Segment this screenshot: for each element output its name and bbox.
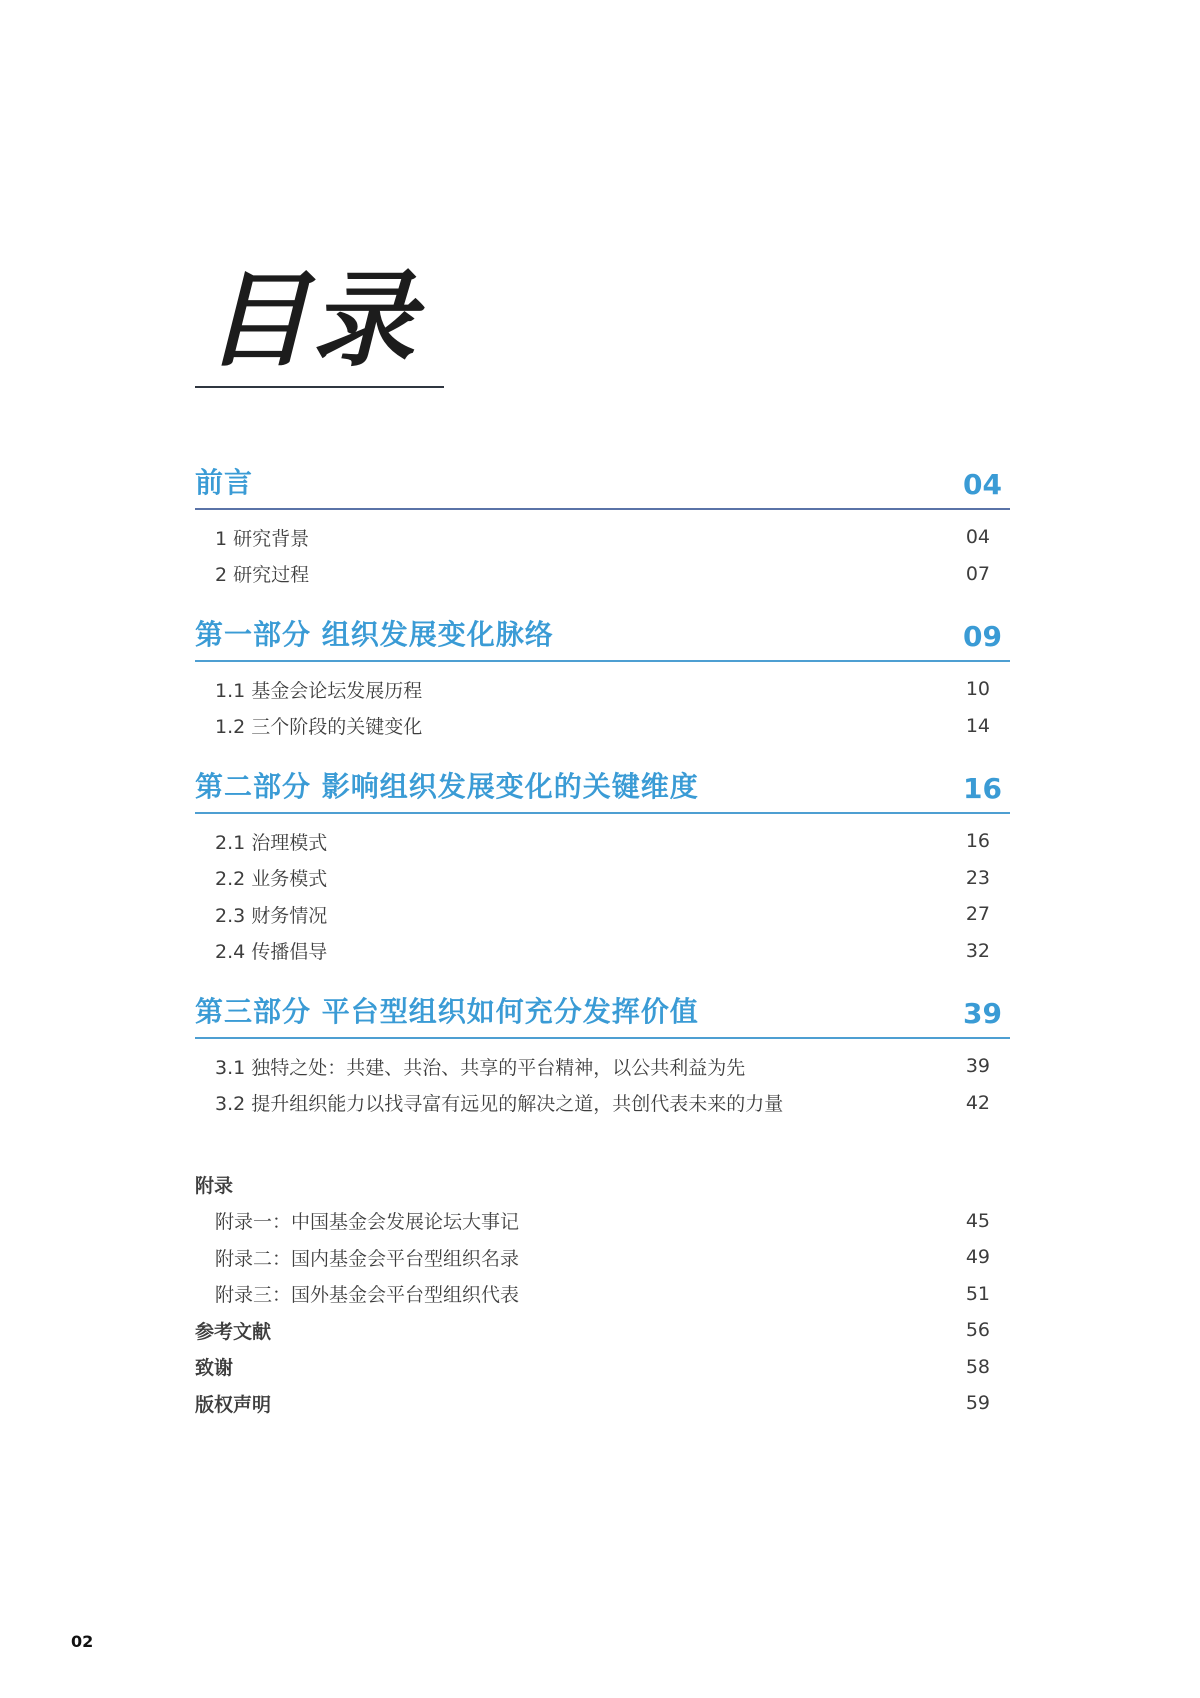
entry-label[interactable]: 2.4 传播倡导 xyxy=(215,941,328,964)
section-page-number: 04 xyxy=(963,468,1002,501)
entry-label[interactable]: 1 研究背景 xyxy=(215,527,310,550)
section-page-number: 16 xyxy=(963,772,1002,805)
toc-entry[interactable] xyxy=(195,860,1010,897)
toc-entry[interactable] xyxy=(195,556,1010,593)
entry-label[interactable]: 致谢 xyxy=(195,1357,234,1380)
section-title[interactable]: 第三部分 平台型组织如何充分发挥价值 xyxy=(195,995,699,1028)
toc-section-part-two[interactable] xyxy=(195,766,1010,969)
toc-entry[interactable] xyxy=(195,1048,1010,1085)
section-header[interactable] xyxy=(195,614,1010,662)
section-page-number: 09 xyxy=(963,620,1002,653)
section-header[interactable] xyxy=(195,766,1010,814)
entry-page-number: 51 xyxy=(965,1282,990,1305)
entry-page-number: 45 xyxy=(965,1209,990,1232)
entry-page-number: 42 xyxy=(965,1091,990,1114)
entry-label[interactable]: 1.2 三个阶段的关键变化 xyxy=(215,716,423,739)
entry-label[interactable]: 2.1 治理模式 xyxy=(215,831,328,854)
toc-entry[interactable] xyxy=(195,708,1010,745)
entry-page-number: 07 xyxy=(965,562,990,585)
toc-entry[interactable] xyxy=(195,519,1010,556)
entry-label[interactable]: 附录一：中国基金会发展论坛大事记 xyxy=(215,1211,520,1234)
entry-label[interactable]: 3.1 独特之处：共建、共治、共享的平台精神，以公共利益为先 xyxy=(215,1056,746,1079)
entry-label[interactable]: 2.2 业务模式 xyxy=(215,868,328,891)
toc-section-preface[interactable] xyxy=(195,462,1010,592)
toc-entry[interactable] xyxy=(195,671,1010,708)
entry-page-number: 04 xyxy=(965,526,990,549)
entry-page-number: 39 xyxy=(965,1055,990,1078)
toc-section-part-three[interactable] xyxy=(195,991,1010,1121)
entry-page-number: 14 xyxy=(965,714,990,737)
toc-entry[interactable] xyxy=(195,1085,1010,1122)
section-title[interactable]: 第二部分 影响组织发展变化的关键维度 xyxy=(195,770,699,803)
title-underline xyxy=(195,386,444,388)
entry-page-number: 58 xyxy=(965,1355,990,1378)
table-of-contents xyxy=(195,462,1010,1143)
appendix-entry[interactable] xyxy=(195,1276,1010,1313)
entry-page-number: 27 xyxy=(965,903,990,926)
section-header[interactable] xyxy=(195,462,1010,510)
toc-entry[interactable] xyxy=(195,933,1010,970)
entry-page-number: 56 xyxy=(965,1319,990,1342)
entry-label[interactable]: 3.2 提升组织能力以找寻富有远见的解决之道，共创代表未来的力量 xyxy=(215,1093,784,1116)
section-title[interactable]: 第一部分 组织发展变化脉络 xyxy=(195,618,554,651)
entry-page-number: 16 xyxy=(965,830,990,853)
entry-page-number: 49 xyxy=(965,1246,990,1269)
appendix-heading[interactable]: 附录 xyxy=(195,1174,234,1197)
entry-label[interactable]: 参考文献 xyxy=(195,1320,272,1343)
entry-label[interactable]: 版权声明 xyxy=(195,1393,272,1416)
entry-page-number: 59 xyxy=(965,1392,990,1415)
entry-page-number: 23 xyxy=(965,866,990,889)
copyright-entry[interactable] xyxy=(195,1385,1010,1422)
entry-label[interactable]: 2.3 财务情况 xyxy=(215,904,328,927)
entry-label[interactable]: 附录二：国内基金会平台型组织名录 xyxy=(215,1247,520,1270)
entry-label[interactable]: 附录三：国外基金会平台型组织代表 xyxy=(215,1284,520,1307)
page-number: 02 xyxy=(71,1632,94,1651)
page-title: 目录 xyxy=(205,258,418,381)
entry-page-number: 32 xyxy=(965,939,990,962)
entry-page-number: 10 xyxy=(965,678,990,701)
acknowledgements-entry[interactable] xyxy=(195,1349,1010,1386)
toc-section-part-one[interactable] xyxy=(195,614,1010,744)
entry-label[interactable]: 1.1 基金会论坛发展历程 xyxy=(215,679,423,702)
appendix-section xyxy=(195,1166,1010,1422)
appendix-entry[interactable] xyxy=(195,1203,1010,1240)
toc-entry[interactable] xyxy=(195,896,1010,933)
appendix-entry[interactable] xyxy=(195,1239,1010,1276)
toc-entry[interactable] xyxy=(195,823,1010,860)
section-title[interactable]: 前言 xyxy=(195,466,254,499)
section-page-number: 39 xyxy=(963,997,1002,1030)
references-entry[interactable] xyxy=(195,1312,1010,1349)
entry-label[interactable]: 2 研究过程 xyxy=(215,564,310,587)
section-header[interactable] xyxy=(195,991,1010,1039)
